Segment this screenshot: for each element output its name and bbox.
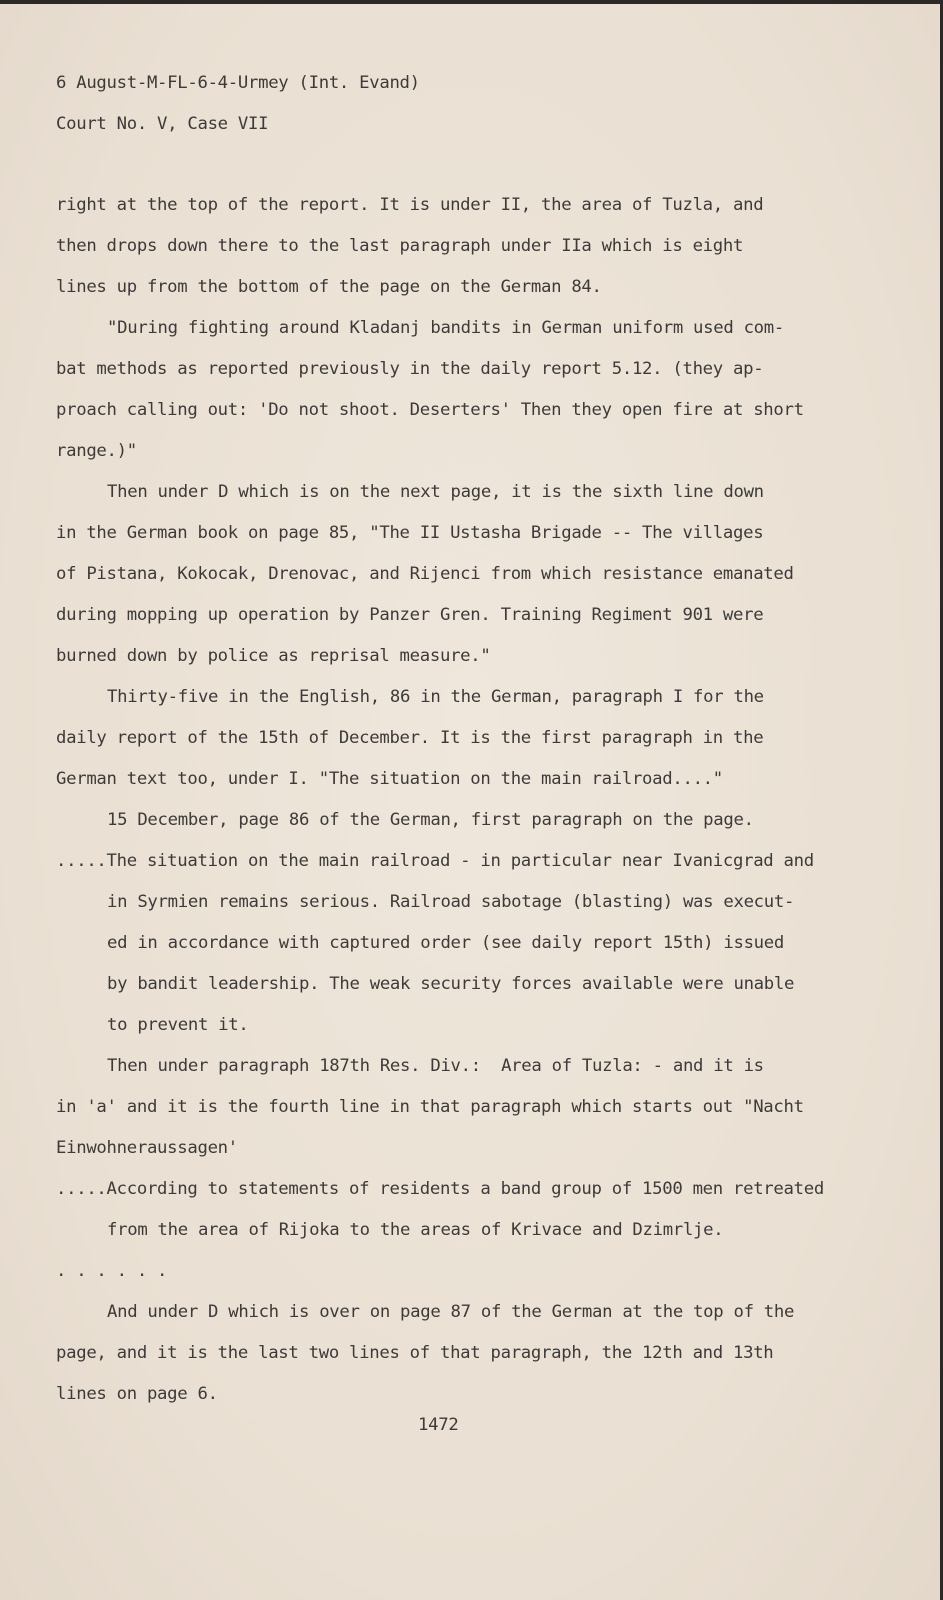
- text-line: right at the top of the report. It is under II, the area of Tuzla, and: [56, 195, 764, 215]
- text-line: German text too, under I. "The situation on the main railroad....": [56, 769, 723, 789]
- text-line: burned down by police as reprisal measure.": [56, 646, 491, 666]
- text-line: lines on page 6.: [56, 1384, 218, 1404]
- text-line: "During fighting around Kladanj bandits in German uniform used com-: [107, 318, 784, 338]
- text-line: bat methods as reported previously in the daily report 5.12. (they ap-: [56, 359, 764, 379]
- text-line: .....According to statements of residents a band group of 1500 men retreated: [56, 1179, 824, 1199]
- text-line: during mopping up operation by Panzer Gren. Training Regiment 901 were: [56, 605, 764, 625]
- text-line: .....The situation on the main railroad - in particular near Ivanicgrad and: [56, 851, 814, 871]
- text-line: in the German book on page 85, "The II Ustasha Brigade -- The villages: [56, 523, 764, 543]
- text-line: . . . . . .: [56, 1261, 168, 1281]
- text-line: by bandit leadership. The weak security forces available were unable: [107, 974, 795, 994]
- text-line: Then under D which is on the next page, it is the sixth line down: [107, 482, 764, 502]
- header-line-1: 6 August-M-FL-6-4-Urmey (Int. Evand): [56, 73, 420, 93]
- text-line: page, and it is the last two lines of that paragraph, the 12th and 13th: [56, 1343, 774, 1363]
- text-line: 15 December, page 86 of the German, first paragraph on the page.: [107, 810, 754, 830]
- text-line: in 'a' and it is the fourth line in that paragraph which starts out "Nacht: [56, 1097, 804, 1117]
- text-line: Einwohneraussagen': [56, 1138, 238, 1158]
- header-line-2: Court No. V, Case VII: [56, 114, 269, 134]
- text-line: then drops down there to the last paragraph under IIa which is eight: [56, 236, 744, 256]
- text-line: from the area of Rijoka to the areas of Krivace and Dzimrlje.: [107, 1220, 724, 1240]
- text-line: of Pistana, Kokocak, Drenovac, and Rijenci from which resistance emanated: [56, 564, 794, 584]
- text-line: in Syrmien remains serious. Railroad sabotage (blasting) was execut-: [107, 892, 795, 912]
- text-line: proach calling out: 'Do not shoot. Deserters' Then they open fire at short: [56, 400, 804, 420]
- text-line: lines up from the bottom of the page on the German 84.: [56, 277, 602, 297]
- text-line: daily report of the 15th of December. It is the first paragraph in the: [56, 728, 764, 748]
- text-line: And under D which is over on page 87 of the German at the top of the: [107, 1302, 795, 1322]
- page-number: 1472: [418, 1415, 459, 1435]
- text-line: Thirty-five in the English, 86 in the German, paragraph I for the: [107, 687, 764, 707]
- text-line: to prevent it.: [107, 1015, 249, 1035]
- text-line: range.)": [56, 441, 137, 461]
- text-line: Then under paragraph 187th Res. Div.: Area of Tuzla: - and it is: [107, 1056, 764, 1076]
- text-line: ed in accordance with captured order (see daily report 15th) issued: [107, 933, 784, 953]
